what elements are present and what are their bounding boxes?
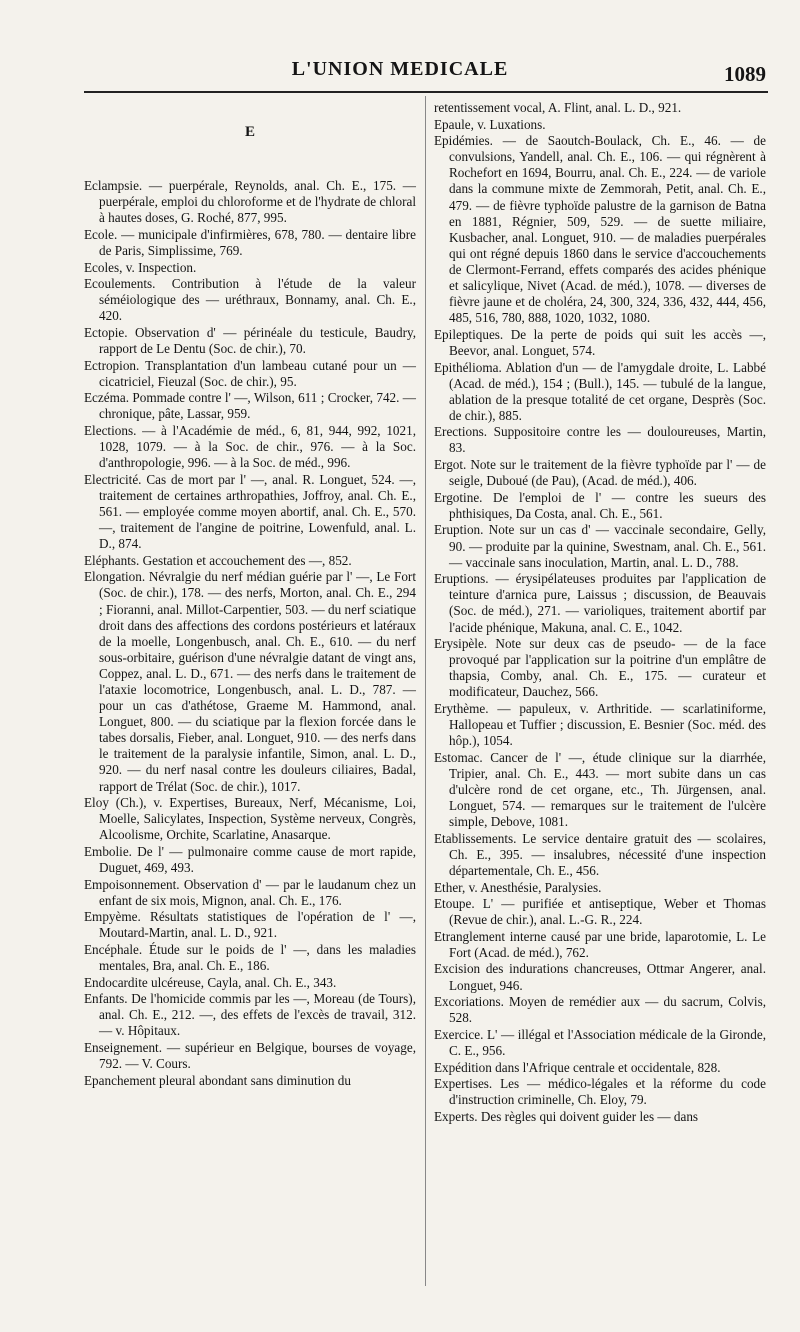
running-head [0, 58, 800, 88]
index-entry: Etablissements. Le service dentaire gratuit des — scolaires, Ch. E., 395. — insalubres, nécessité d'une inspection départementale, Ch. E., 456. [434, 830, 766, 878]
index-entry: Eruptions. — érysipélateuses produites par l'application de teinture d'arnica pure, Laissus ; discussion, de Beauvais (Soc. de méd.), 271. — varioliques, traitement abortif par l'acide phénique, Makuna, anal. C. E., 1042. [434, 571, 766, 635]
index-entry: Expédition dans l'Afrique centrale et occidentale, 828. [434, 1059, 721, 1075]
section-letter: E [244, 124, 255, 140]
left-entry-list [84, 178, 416, 1089]
index-entry: Elections. — à l'Académie de méd., 6, 81, 944, 992, 1021, 1028, 1079. — à la Soc. de chir., 976. — à la Soc. d'anthropologie, 996. — à la Soc. de méd., 996. [84, 423, 416, 471]
index-entry: Erythème. — papuleux, v. Arthritide. — scarlatiniforme, Hallopeau et Tuffier ; discussion, E. Besnier (Soc. méd. des hôp.), 1054. [434, 700, 766, 749]
index-entry: Eruption. Note sur un cas d' — vaccinale secondaire, Gelly, 90. — produite par la quinine, Swestnam, anal. Ch. E., 561. — vaccinale sans inoculation, Martin, anal. L. D., 788. [434, 522, 766, 570]
index-entry: Estomac. Cancer de l' —, étude clinique sur la diarrhée, Tripier, anal. Ch. E., 443. — mort subite dans un cas d'ulcère rond de cet organe, etc., Th. Jürgensen, anal. Longuet, 574. — remarques sur le traitement de l'ulcère simple, Debove, 1081. [434, 749, 766, 830]
index-entry: Enseignement. — supérieur en Belgique, bourses de voyage, 792. — V. Cours. [84, 1040, 416, 1072]
index-entry: Ergotine. De l'emploi de l' — contre les sueurs des phthisiques, Da Costa, anal. Ch. E., 561. [434, 489, 766, 521]
header-rule [84, 91, 768, 93]
index-entry: Empoisonnement. Observation d' — par le laudanum chez un enfant de six mois, Mignon, anal. Ch. E., 176. [84, 876, 416, 908]
index-entry: Embolie. De l' — pulmonaire comme cause de mort rapide, Duguet, 469, 493. [84, 843, 416, 876]
index-entry: Epaule, v. Luxations. [434, 116, 546, 132]
index-entry: Etranglement interne causé par une bride, laparotomie, L. Le Fort (Acad. de méd.), 762. [434, 928, 766, 960]
index-entry: Erections. Suppositoire contre les — douloureuses, Martin, 83. [434, 424, 766, 456]
index-entry: Epidémies. — de Saoutch-Boulack, Ch. E., 46. — de convulsions, Yandell, anal. Ch. E., 106. — qui régnèrent à Rochefort en 1694, Bourru, anal. Ch. E., 224. — de variole dans la commune mixte de Zemmorah, Petit, anal. Ch. E., 479. — de fièvre typhoïde palustre de la garnison de Batna en 1881, Régnier, 509, 529. — de suette miliaire, Kusbacher, anal. Longuet, 910. — de maladies puerpérales qui ont régné depuis 1860 dans le service d'accouchements de Clermont-Ferrand, effets comparés des acides phénique et salicylique, Nivet (Acad. de méd.), 1078. — diverses de fièvre jaune et de choléra, 24, 300, 324, 336, 432, 444, 456, 485, 516, 780, 888, 1020, 1032, 1080. [434, 133, 766, 326]
index-entry: Electricité. Cas de mort par l' —, anal. R. Longuet, 524. —, traitement de certaines arthropathies, Joffroy, anal. Ch. E., 561. — employée comme moyen abortif, anal. Ch. E., 570. —, traitement de l'angine de poitrine, Lowenfuld, anal. L. D., 874. [84, 471, 416, 552]
index-entry: Eloy (Ch.), v. Expertises, Bureaux, Nerf, Mécanisme, Loi, Moelle, Salicylates, Inspection, Système nerveux, Congrès, Alcoolisme, Orchite, Scarlatine, Anasarque. [84, 795, 416, 843]
journal-title: L'UNION MEDICALE [291, 58, 509, 80]
index-entry: Enfants. De l'homicide commis par les —, Moreau (de Tours), anal. Ch. E., 212. —, des effets de l'excès de travail, 312. — v. Hôpitaux. [84, 991, 416, 1039]
index-entry: Endocardite ulcéreuse, Cayla, anal. Ch. E., 343. [84, 974, 337, 990]
index-entry: Ecoulements. Contribution à l'étude de la valeur séméiologique des — uréthraux, Bonnamy, anal. Ch. E., 420. [84, 276, 416, 324]
index-entry: Epithélioma. Ablation d'un — de l'amygdale droite, L. Labbé (Acad. de méd.), 154 ; (Bull.), 145. — tubulé de la langue, ablation de la presque totalité de cet organe, Desprès (Soc. de chir.), 885. [434, 359, 766, 423]
index-entry: Experts. Des règles qui doivent guider les — dans [434, 1108, 699, 1124]
index-entry: Ecoles, v. Inspection. [84, 259, 197, 275]
index-entry: Etoupe. L' — purifiée et antiseptique, Weber et Thomas (Revue de chir.), anal. L.-G. R., 224. [434, 896, 766, 928]
index-entry: Excoriations. Moyen de remédier aux — du sacrum, Colvis, 528. [434, 994, 766, 1026]
index-entry: Epileptiques. De la perte de poids qui suit les accès —, Beevor, anal. Longuet, 574. [434, 326, 766, 358]
index-entry: Eléphants. Gestation et accouchement des —, 852. [84, 552, 352, 568]
index-entry: Ectropion. Transplantation d'un lambeau cutané pour un — cicatriciel, Fieuzal (Soc. de chir.), 95. [84, 357, 416, 389]
index-entry: Ectopie. Observation d' — périnéale du testicule, Baudry, rapport de Le Dentu (Soc. de chir.), 70. [84, 324, 416, 357]
index-entry: Eczéma. Pommade contre l' —, Wilson, 611 ; Crocker, 742. — chronique, pâte, Lassar, 959. [84, 390, 416, 422]
index-entry: Ether, v. Anesthésie, Paralysies. [434, 879, 602, 895]
index-entry: Excision des indurations chancreuses, Ottmar Angerer, anal. Longuet, 946. [434, 961, 766, 993]
index-entry: Empyème. Résultats statistiques de l'opération de l' —, Moutard-Martin, anal. L. D., 921. [84, 909, 416, 941]
index-entry: Exercice. L' — illégal et l'Association médicale de la Gironde, C. E., 956. [434, 1026, 766, 1058]
index-entry: Ergot. Note sur le traitement de la fièvre typhoïde par l' — de seigle, Duboué (de Pau), (Acad. de méd.), 406. [434, 457, 766, 489]
page-number: 1089 [724, 62, 766, 86]
left-column [84, 100, 416, 1089]
index-entry: Ecole. — municipale d'infirmières, 678, 780. — dentaire libre de Paris, Simplissime, 769. [84, 226, 416, 258]
index-entry: Expertises. Les — médico-légales et la réforme du code d'instruction criminelle, Ch. Eloy, 79. [434, 1076, 766, 1108]
index-entry: Encéphale. Étude sur le poids de l' —, dans les maladies mentales, Bra, anal. Ch. E., 186. [84, 942, 416, 974]
right-entry-list [434, 100, 766, 1125]
index-entry: Epanchement pleural abondant sans diminution du [84, 1072, 351, 1088]
right-column [434, 100, 766, 1125]
index-entry: Elongation. Névralgie du nerf médian guérie par l' —, Le Fort (Soc. de chir.), 178. — des nerfs, Morton, anal. Ch. E., 294 ; Fioranni, anal. Millot-Carpentier, 503. — du nerf sciatique droit dans des affections des cordons postérieurs et latéraux de la moelle, Longenbusch, anal. Ch. E., 610. — du nerf sous-orbitaire, guérison d'une névralgie datant de vingt ans, Coppez, anal. L. D., 671. — des nerfs dans le traitement de l'ataxie locomotrice, Longenbusch, anal. L. D., 787. — pour un cas d'athétose, Graeme M. Hammond, anal. Longuet, 800. — du sciatique par la flexion forcée dans le tabes dorsalis, Fieber, anal. Longuet, 910. — des nerfs dans le traitement de la paralysie infantile, Simon, anal. L. D., 920. — du nerf nasal contre les douleurs ciliaires, Badal, rapport de Trélat (Soc. de chir.), 1017. [84, 569, 416, 794]
index-entry: retentissement vocal, A. Flint, anal. L. D., 921. [434, 100, 682, 115]
index-entry: Erysipèle. Note sur deux cas de pseudo- — de la face provoqué par l'application sur la poitrine d'un emplâtre de thapsia, Comby, anal. Ch. E., 175. — curateur et modificateur, Dauchez, 566. [434, 636, 766, 700]
index-entry: Eclampsie. — puerpérale, Reynolds, anal. Ch. E., 175. — puerpérale, emploi du chloroforme et de l'hydrate de chloral à hautes doses, G. Roché, 877, 995. [84, 178, 416, 226]
column-divider [425, 96, 426, 1286]
